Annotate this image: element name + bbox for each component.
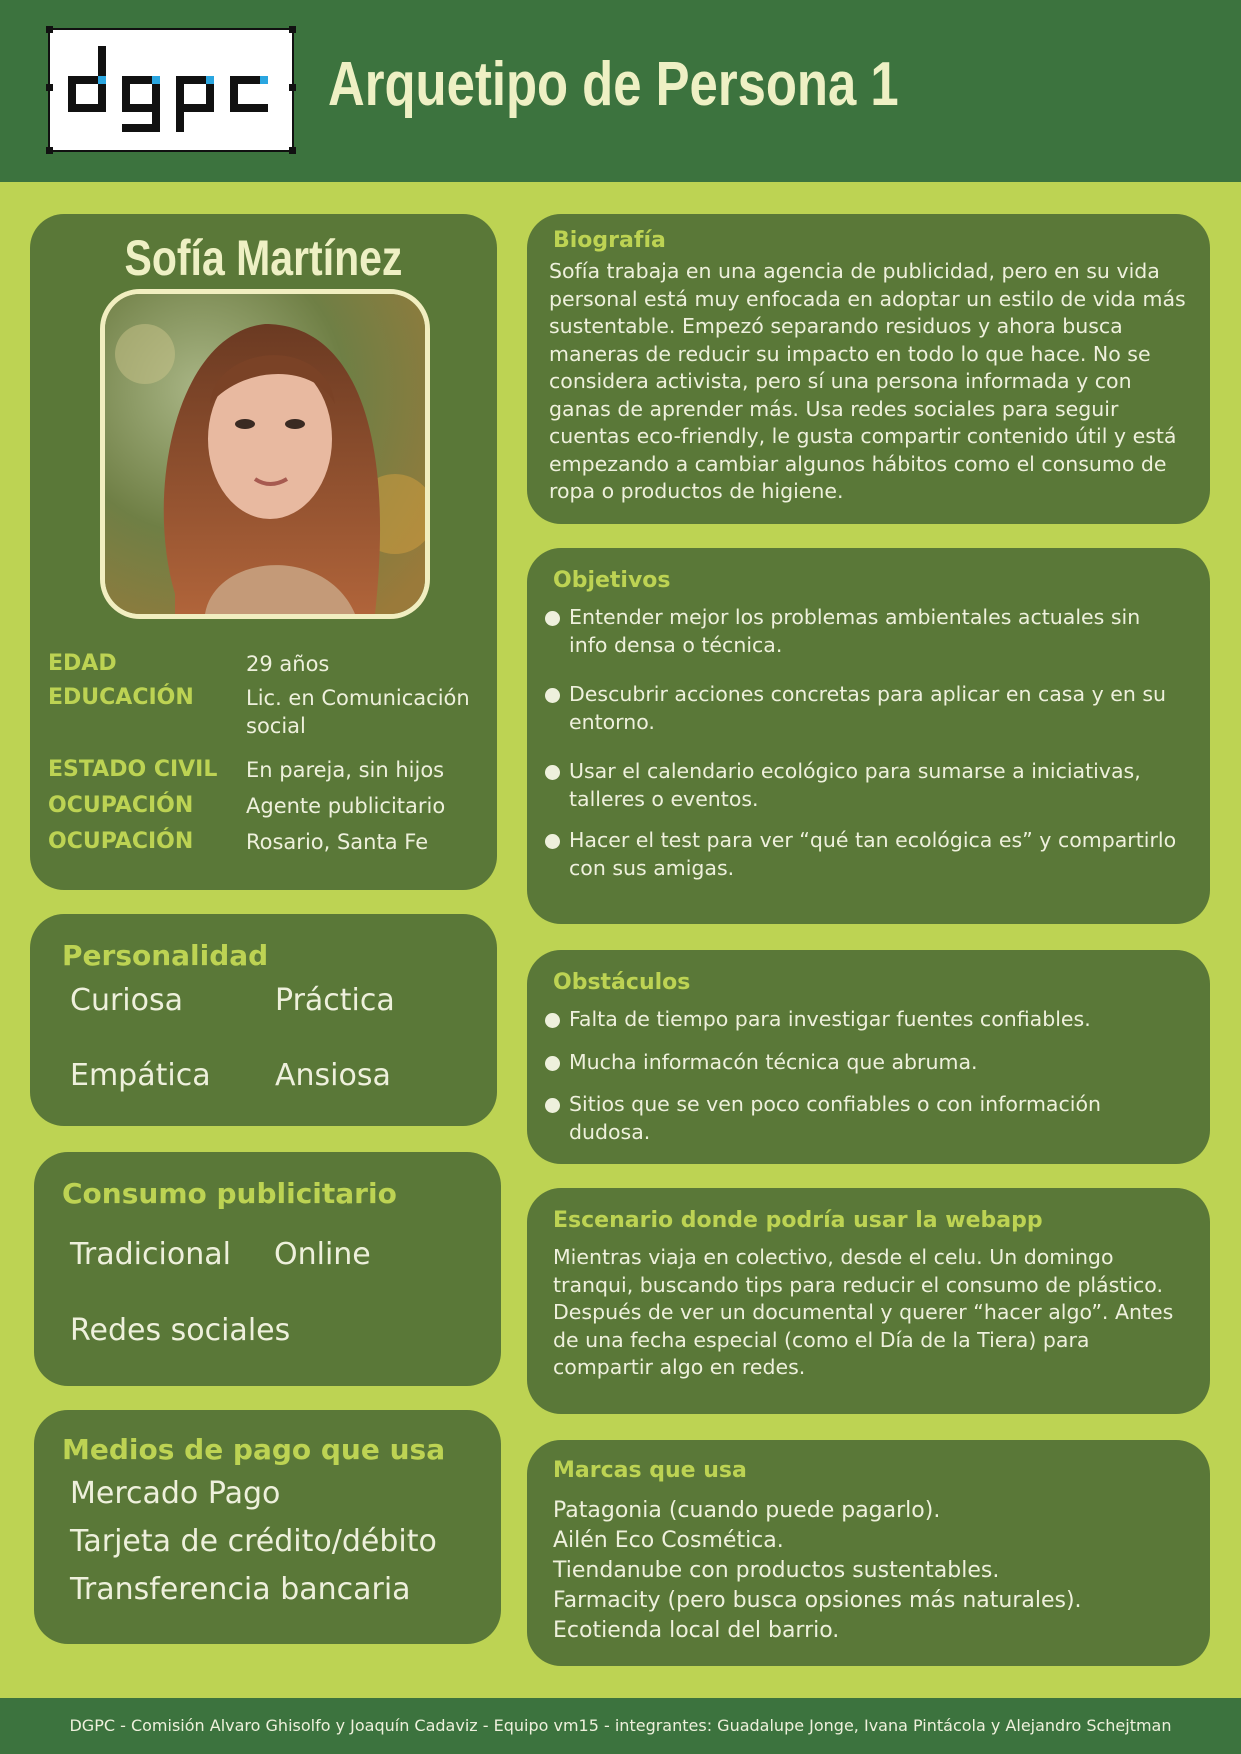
payment-item: Mercado Pago [70,1476,281,1511]
biography-text: Sofía trabaja en una agencia de publicidad, pero en su vida personal está muy enfocada en adoptar un estilo de vida más sustentable. Empezó separando residuos y ahora busca maneras de reducir su impacto en todo lo que hace. No se considera activista, pero sí una persona informada y con ganas de aprender más. Usa redes sociales para seguir cuentas eco-friendly, le gusta compartir contenido útil y está empezando a cambiar algunos hábitos como el consumo de ropa o productos de higiene. [549,259,1186,503]
marital-status-label: ESTADO CIVIL [48,757,218,782]
brands-list [553,1496,1082,1646]
obstacle-item: Falta de tiempo para investigar fuentes confiables. [543,1006,1184,1034]
obstacle-item: Mucha informacón técnica que abruma. [543,1049,1184,1077]
payment-title: Medios de pago que usa [62,1433,446,1466]
trait-item: Ansiosa [275,1058,391,1093]
location-label: OCUPACIÓN [48,829,194,854]
education-label: EDUCACIÓN [48,685,194,710]
advertising-title: Consumo publicitario [62,1177,397,1210]
brand-item: Ecotienda local del barrio. [553,1618,840,1643]
page-footer: DGPC - Comisión Alvaro Ghisolfo y Joaquín Cadaviz - Equipo vm15 - integrantes: Guadalupe Jonge, Ivana Pintácola y Alejandro Schejtman [0,1698,1241,1754]
page-header [0,0,1241,182]
advertising-item: Online [274,1237,371,1272]
scenario-card [527,1188,1210,1414]
advertising-item: Redes sociales [70,1313,291,1348]
location-value: Rosario, Santa Fe [246,830,429,854]
scenario-text: Mientras viaja en colectivo, desde el celu. Un domingo tranqui, buscando tips para reducir el consumo de plástico. Después de ver un documental y querer “hacer algo”. Antes de una fecha especial (como el Día de la Tiera) para compartir algo en redes. [553,1245,1174,1379]
payment-item: Tarjeta de crédito/débito [70,1524,437,1559]
education-value: Lic. en Comunicación social [246,686,470,738]
objective-item: Descubrir acciones concretas para aplicar en casa y en su entorno. [543,681,1184,736]
brand-item: Ailén Eco Cosmética. [553,1528,784,1553]
objectives-card [527,548,1210,924]
brands-title: Marcas que usa [553,1458,747,1483]
objectives-title: Objetivos [553,568,671,593]
advertising-item: Tradicional [70,1237,231,1272]
payment-item: Transferencia bancaria [70,1572,411,1607]
payment-card [34,1410,501,1644]
brands-card [527,1440,1210,1666]
persona-name: Sofía Martínez [124,230,403,286]
advertising-card [34,1152,501,1386]
obstacles-list [543,1006,1184,1146]
occupation-label: OCUPACIÓN [48,793,194,818]
trait-item: Empática [70,1058,211,1093]
persona-photo [100,289,430,619]
personality-card [30,914,497,1126]
dgpc-logo [48,28,294,152]
obstacles-title: Obstáculos [553,970,691,995]
page-title: Arquetipo de Persona 1 [328,50,899,119]
trait-item: Curiosa [70,983,183,1018]
biography-card [527,214,1210,524]
objective-item: Entender mejor los problemas ambientales actuales sin info densa o técnica. [543,604,1184,659]
obstacles-card [527,950,1210,1164]
obstacle-item: Sitios que se ven poco confiables o con información dudosa. [543,1091,1184,1146]
objective-item: Usar el calendario ecológico para sumarse a iniciativas, talleres o eventos. [543,758,1184,813]
trait-item: Práctica [275,983,395,1018]
biography-title: Biografía [553,228,666,253]
age-value: 29 años [246,652,330,676]
brand-item: Tiendanube con productos sustentables. [553,1558,1000,1583]
objective-item: Hacer el test para ver “qué tan ecológica es” y compartirlo con sus amigas. [543,827,1184,882]
profile-card [30,214,497,890]
objectives-list [543,604,1184,882]
personality-title: Personalidad [62,939,269,972]
marital-status-value: En pareja, sin hijos [246,758,445,782]
brand-item: Farmacity (pero busca opsiones más naturales). [553,1588,1082,1613]
occupation-value: Agente publicitario [246,794,446,818]
brand-item: Patagonia (cuando puede pagarlo). [553,1498,941,1523]
scenario-title: Escenario donde podría usar la webapp [553,1208,1043,1233]
age-label: EDAD [48,651,117,676]
